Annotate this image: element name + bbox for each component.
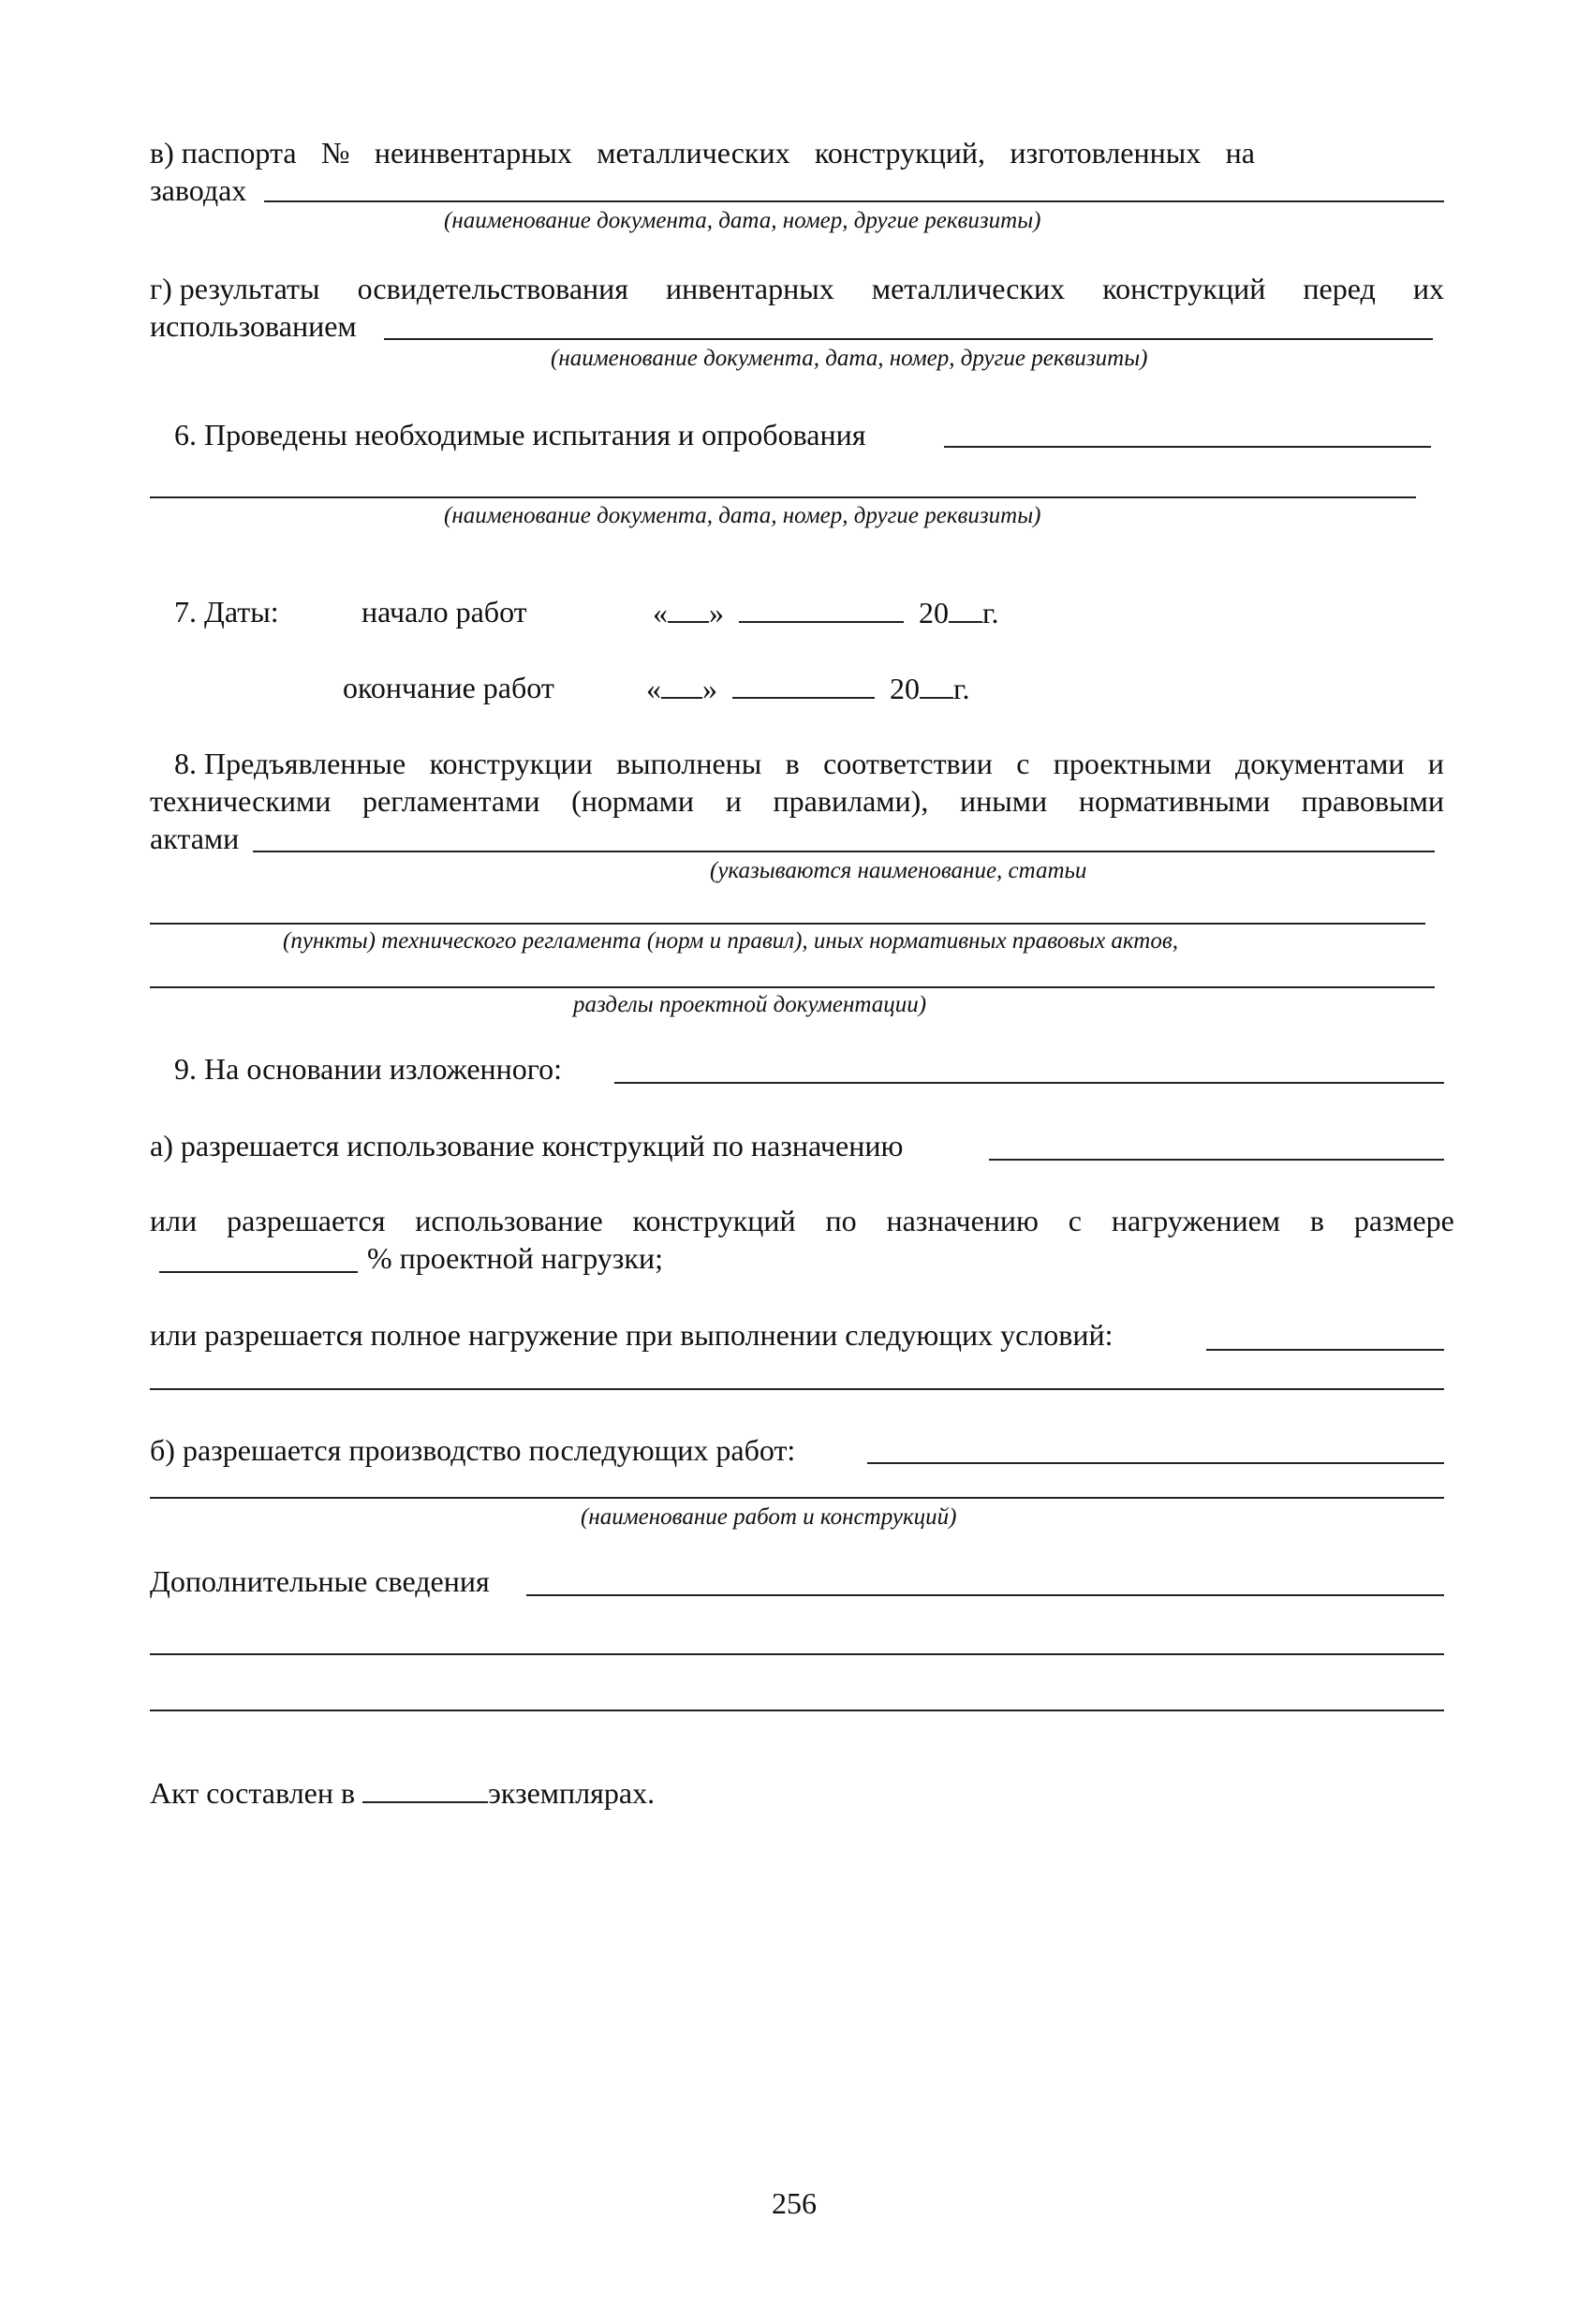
use-permitted-text: а) разрешается использование конструкций по назначению: [150, 1129, 904, 1162]
start-month-field[interactable]: [739, 593, 904, 623]
word: металлических: [871, 272, 1066, 305]
word: конструкций,: [814, 136, 986, 170]
subsequent-work-text: б) разрешается производство последующих работ:: [150, 1433, 796, 1467]
acts-label: актами: [150, 822, 240, 855]
word: соответствии: [823, 747, 993, 780]
word: по: [825, 1204, 857, 1237]
word: 8. Предъявленные: [174, 747, 406, 780]
copies-suffix: экземплярах.: [488, 1776, 656, 1810]
conformity-caption-3: разделы проектной документации): [573, 992, 927, 1017]
word: назначению: [886, 1204, 1039, 1237]
copies-prefix: Акт составлен в: [150, 1776, 356, 1810]
word: перед: [1303, 272, 1376, 305]
word: и: [1427, 747, 1444, 780]
end-month-field[interactable]: [732, 669, 875, 699]
word: использование: [415, 1204, 603, 1237]
copies-line: [150, 1773, 655, 1812]
inspection-results-caption: (наименование документа, дата, номер, другие реквизиты): [551, 346, 1148, 371]
page-number: 256: [772, 2186, 817, 2220]
word: иными: [960, 784, 1048, 818]
word: правовыми: [1301, 784, 1444, 818]
word: изготовленных: [1010, 136, 1202, 170]
work-end-label: окончание работ: [343, 671, 554, 704]
tests-heading: 6. Проведены необходимые испытания и опробования: [174, 418, 866, 451]
word: инвентарных: [666, 272, 834, 305]
word: правилами),: [773, 784, 929, 818]
word: с: [1016, 747, 1030, 780]
passport-caption: (наименование документа, дата, номер, другие реквизиты): [444, 208, 1041, 233]
word: неинвентарных: [374, 136, 572, 170]
dates-label: 7. Даты:: [174, 595, 279, 629]
word: документами: [1234, 747, 1405, 780]
word: техническими: [150, 784, 332, 818]
full-load-text: или разрешается полное нагружение при выполнении следующих условий:: [150, 1318, 1114, 1352]
additional-info-label: Дополнительные сведения: [150, 1564, 490, 1598]
start-day-field[interactable]: [668, 593, 709, 623]
load-percent-field[interactable]: [159, 1271, 358, 1273]
word: №: [320, 136, 350, 170]
word: в: [785, 747, 800, 780]
word: или: [150, 1204, 198, 1237]
conformity-field-3[interactable]: [150, 986, 1435, 988]
word: разрешается: [227, 1204, 386, 1237]
word: конструкций: [632, 1204, 796, 1237]
tests-caption: (наименование документа, дата, номер, другие реквизиты): [444, 503, 1041, 528]
partial-load-line-1: [150, 1202, 1454, 1239]
conformity-caption-2: (пункты) технического регламента (норм и правил), иных нормативных правовых актов,: [283, 928, 1178, 954]
word: выполнены: [616, 747, 762, 780]
word: нормативными: [1078, 784, 1271, 818]
conformity-field-2[interactable]: [150, 923, 1425, 925]
use-permitted-field[interactable]: [989, 1159, 1444, 1161]
conformity-line-1: [174, 745, 1444, 782]
usage-label: использованием: [150, 309, 357, 343]
conformity-caption-1: (указываются наименование, статьи: [710, 858, 1087, 883]
work-start-date: « » 20 г.: [653, 593, 999, 631]
tests-field-1[interactable]: [944, 446, 1431, 448]
word: конструкции: [429, 747, 593, 780]
word: их: [1412, 272, 1444, 305]
full-load-field-2[interactable]: [150, 1388, 1444, 1390]
word: металлических: [597, 136, 790, 170]
work-end-date: « » 20 г.: [646, 669, 970, 707]
subsequent-work-field-2[interactable]: [150, 1497, 1444, 1499]
word: и: [725, 784, 742, 818]
factories-field[interactable]: [264, 200, 1444, 202]
word: в) паспорта: [150, 136, 297, 170]
factories-label: заводах: [150, 173, 247, 207]
word: г) результаты: [150, 272, 320, 305]
full-load-field-1[interactable]: [1206, 1349, 1444, 1351]
word: проектными: [1053, 747, 1212, 780]
word: (нормами: [571, 784, 695, 818]
word: размере: [1353, 1204, 1454, 1237]
end-year-field[interactable]: [920, 669, 953, 699]
word: освидетельствования: [357, 272, 628, 305]
word: регламентами: [362, 784, 540, 818]
work-start-label: начало работ: [361, 595, 527, 629]
subsequent-work-caption: (наименование работ и конструкций): [581, 1504, 957, 1530]
start-year-field[interactable]: [949, 593, 982, 623]
word: в: [1309, 1204, 1324, 1237]
conformity-line-2: [150, 782, 1444, 820]
conclusion-field[interactable]: [614, 1082, 1444, 1084]
word: на: [1225, 136, 1255, 170]
copies-count-field[interactable]: [362, 1773, 488, 1803]
additional-info-field-1[interactable]: [526, 1594, 1444, 1596]
conclusion-heading: 9. На основании изложенного:: [174, 1052, 562, 1086]
additional-info-field-3[interactable]: [150, 1710, 1444, 1711]
subsequent-work-field-1[interactable]: [867, 1462, 1444, 1464]
inspection-results-line-1: [150, 270, 1444, 307]
word: конструкций: [1102, 272, 1266, 305]
inspection-results-field[interactable]: [384, 338, 1433, 340]
word: с: [1068, 1204, 1082, 1237]
additional-info-field-2[interactable]: [150, 1653, 1444, 1655]
load-percent-text: % проектной нагрузки;: [367, 1241, 663, 1275]
passport-line-1: [150, 134, 1255, 171]
end-day-field[interactable]: [661, 669, 702, 699]
tests-field-2[interactable]: [150, 496, 1416, 498]
word: нагружением: [1111, 1204, 1281, 1237]
acts-field[interactable]: [253, 851, 1435, 852]
